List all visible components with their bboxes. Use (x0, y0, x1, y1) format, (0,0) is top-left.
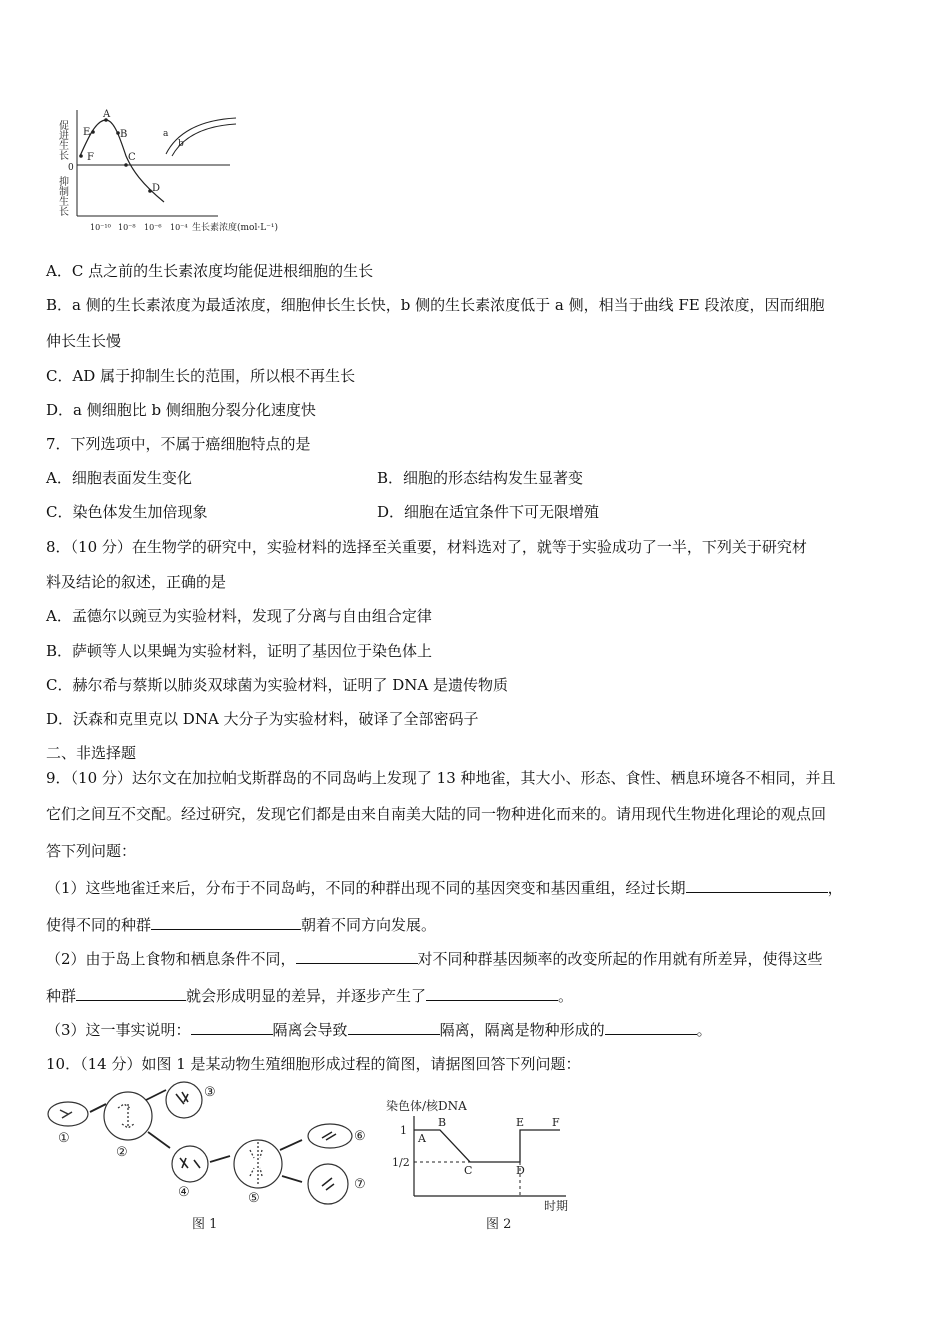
point-C: C (128, 152, 136, 163)
q6-option-d: D．a 侧细胞比 b 侧细胞分裂分化速度快 (46, 401, 316, 419)
x-tick-4: 10⁻⁴ (170, 223, 188, 232)
fig1-label-7: ⑦ (354, 1177, 366, 1192)
q9-blank-3[interactable] (296, 948, 418, 964)
q9-part3-text-d: 。 (696, 1021, 712, 1039)
section-heading: 二、非选择题 (46, 744, 137, 762)
q9-stem-3: 答下列问题： (46, 842, 137, 860)
fig1-label-6: ⑥ (354, 1129, 366, 1144)
q7-option-d: D．细胞在适宜条件下可无限增殖 (377, 503, 600, 521)
point-A: A (103, 109, 111, 120)
y-label-inhibit: 抑制生长 (56, 176, 68, 216)
q6-option-a: A．C 点之前的生长素浓度均能促进根细胞的生长 (46, 262, 374, 280)
arrow-5-6 (280, 1140, 302, 1150)
y-label-zero: 0 (68, 163, 74, 173)
fig2-point-B: B (438, 1116, 447, 1129)
q9-stem-1: 9．（10 分）达尔文在加拉帕戈斯群岛的不同岛屿上发现了 13 种地雀，其大小、形态、食性、栖息环境各不相同，并且 (46, 769, 836, 787)
root-label-a: a (163, 129, 169, 139)
fig1-label-4: ④ (178, 1185, 190, 1200)
q7-option-c: C．染色体发生加倍现象 (46, 503, 208, 521)
q7-option-a: A．细胞表面发生变化 (46, 469, 192, 487)
fig1-label-2: ② (116, 1145, 128, 1160)
point-E: E (83, 127, 91, 138)
q9-part2-line1 (46, 948, 823, 969)
figure-1-cell-division (40, 1080, 380, 1235)
cell-6 (308, 1124, 352, 1148)
point-F: F (87, 152, 94, 163)
fig2-point-D: D (516, 1164, 525, 1177)
q9-part1-line1 (46, 877, 843, 898)
q9-part2-text-e: 。 (558, 987, 574, 1005)
q9-part1-text-b: ， (827, 879, 843, 897)
fig2-point-E: E (516, 1116, 525, 1129)
arrow-1-2 (90, 1104, 106, 1112)
root-label-b: b (178, 139, 184, 149)
q9-blank-8[interactable] (605, 1019, 697, 1035)
point-D: D (152, 183, 161, 194)
fig2-caption: 图 2 (486, 1217, 512, 1232)
x-tick-3: 10⁻⁶ (144, 223, 162, 232)
cell-1-chromosomes (60, 1110, 72, 1118)
q7-option-b: B．细胞的形态结构发生显著变 (377, 469, 584, 487)
point-E-dot (91, 130, 95, 134)
q9-blank-6[interactable] (191, 1019, 273, 1035)
q9-blank-7[interactable] (348, 1019, 440, 1035)
q9-part3-text-b: 隔离会导致 (272, 1021, 348, 1039)
q9-part3-line (46, 1019, 712, 1040)
q8-option-b: B．萨顿等人以果蝇为实验材料，证明了基因位于染色体上 (46, 642, 433, 660)
fig1-caption: 图 1 (192, 1217, 218, 1232)
figure-2-ratio-graph (360, 1094, 590, 1234)
arrow-5-7 (282, 1176, 302, 1182)
fig2-point-F: F (552, 1116, 560, 1129)
fig1-label-1: ① (58, 1131, 70, 1146)
cell-6-chromosomes (322, 1132, 336, 1140)
q9-part2-text-b: 对不同种群基因频率的改变所起的作用就有所差异，使得这些 (417, 950, 823, 968)
q8-option-d: D．沃森和克里克以 DNA 大分子为实验材料，破译了全部密码子 (46, 710, 479, 728)
q9-blank-1[interactable] (686, 877, 828, 893)
q9-part2-text-a: （2）由于岛上食物和栖息条件不同， (46, 950, 296, 968)
q9-part3-text-a: （3）这一事实说明： (46, 1021, 191, 1039)
q9-part2-text-d: 就会形成明显的差异，并逐步产生了 (186, 987, 427, 1005)
fig2-y-title: 染色体/核DNA (386, 1099, 467, 1113)
q9-part1-text-c: 使得不同的种群 (46, 916, 152, 934)
q6-option-b: B．a 侧的生长素浓度为最适浓度，细胞伸长生长快，b 侧的生长素浓度低于 a 侧，相当于曲线 FE 段浓度，因而细胞 (46, 296, 825, 314)
x-axis-label: 生长素浓度(mol·L⁻¹) (192, 223, 279, 233)
fig2-point-C: C (464, 1164, 473, 1177)
fig2-y-tick-half: 1/2 (392, 1156, 410, 1169)
arrow-2-4 (148, 1132, 170, 1148)
x-tick-1: 10⁻¹⁰ (90, 223, 111, 232)
arrow-2-3 (146, 1090, 166, 1100)
cell-7 (308, 1164, 348, 1204)
x-tick-2: 10⁻⁸ (118, 223, 136, 232)
point-B: B (120, 129, 128, 140)
cell-2-chromosomes (118, 1104, 134, 1128)
q6-option-b-cont: 伸长生长慢 (46, 332, 122, 350)
cell-4 (172, 1146, 208, 1182)
q9-part1-line2 (46, 914, 436, 935)
q9-blank-4[interactable] (76, 985, 186, 1001)
q9-blank-2[interactable] (151, 914, 301, 930)
cell-7-chromosomes (322, 1178, 334, 1190)
fig2-y-tick-1: 1 (400, 1124, 407, 1137)
q8-stem-1: 8．（10 分）在生物学的研究中，实验材料的选择至关重要，材料选对了，就等于实验成功了一半，下列关于研究材 (46, 538, 807, 556)
fig2-point-A: A (418, 1132, 426, 1145)
point-C-dot (124, 163, 128, 167)
q8-stem-2: 料及结论的叙述，正确的是 (46, 573, 227, 591)
q7-stem: 7．下列选项中，不属于癌细胞特点的是 (46, 435, 311, 453)
q9-stem-2: 它们之间互不交配。经过研究，发现它们都是由来自南美大陆的同一物种进化而来的。请用现代生物进化理论的观点回 (46, 805, 827, 823)
q9-part2-text-c: 种群 (46, 987, 77, 1005)
q9-part1-text-a: （1）这些地雀迁来后，分布于不同岛屿，不同的种群出现不同的基因突变和基因重组，经过长期 (46, 879, 686, 897)
y-label-promote: 促进生长 (56, 120, 68, 160)
q9-part2-line2 (46, 985, 573, 1006)
q8-option-c: C．赫尔希与蔡斯以肺炎双球菌为实验材料，证明了 DNA 是遗传物质 (46, 676, 508, 694)
q9-part3-text-c: 隔离，隔离是物种形成的 (439, 1021, 605, 1039)
q9-blank-5[interactable] (426, 985, 558, 1001)
auxin-curve-figure (58, 108, 308, 240)
fig2-ratio-line (414, 1130, 560, 1162)
point-F-dot (79, 154, 83, 158)
q10-stem: 10．（14 分）如图 1 是某动物生殖细胞形成过程的简图，请据图回答下列问题： (46, 1055, 581, 1073)
cell-4-chromosomes (180, 1158, 200, 1168)
q8-option-a: A．孟德尔以豌豆为实验材料，发现了分离与自由组合定律 (46, 607, 432, 625)
q6-option-c: C．AD 属于抑制生长的范围，所以根不再生长 (46, 367, 356, 385)
cell-5-chromosomes (250, 1142, 262, 1186)
fig1-label-5: ⑤ (248, 1191, 260, 1206)
q9-part1-text-d: 朝着不同方向发展。 (301, 916, 437, 934)
fig2-x-label: 时期 (544, 1199, 569, 1213)
cell-3-chromosomes (176, 1092, 188, 1104)
arrow-4-5 (210, 1156, 230, 1162)
fig1-label-3: ③ (204, 1085, 216, 1100)
cell-3 (166, 1082, 202, 1118)
